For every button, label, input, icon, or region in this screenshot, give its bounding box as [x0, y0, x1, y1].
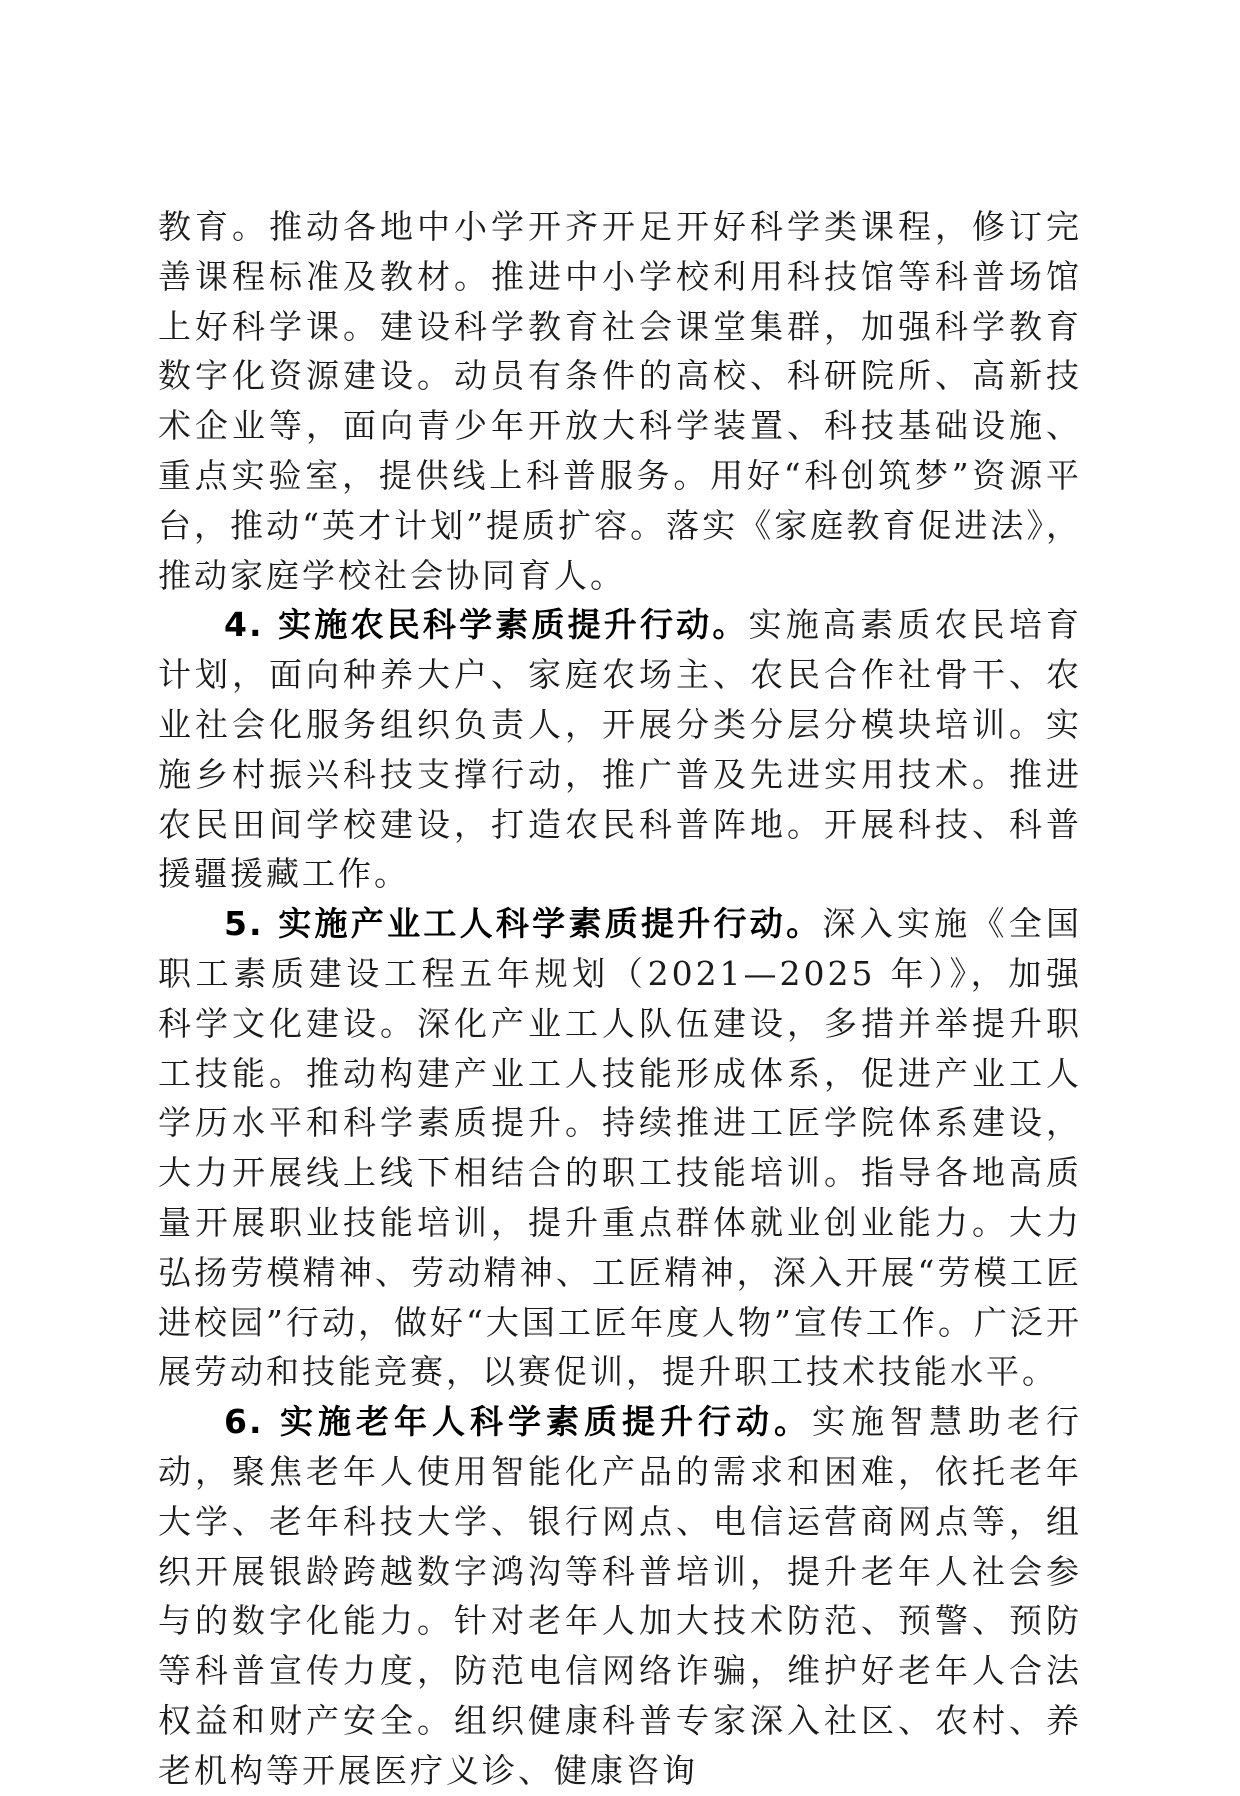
paragraph-heading: 6. 实施老年人科学素质提升行动。 [224, 1402, 812, 1442]
paragraph-text: 教育。推动各地中小学开齐开足开好科学类课程，修订完善课程标准及教材。推进中小学校利用科技馆等科普场馆上好科学课。建设科学教育社会课堂集群，加强科学教育数字化资源建设。动员有条件的高校、科研院所、高新技术企业等，面向青少年开放大科学装置、科技基础设施、重点实验室，提供线上科普服务。用好“科创筑梦”资源平台，推动“英才计划”提质扩容。落实《家庭教育促进法》，推动家庭学校社会协同育人。 [158, 207, 1082, 595]
paragraph-text: 实施高素质农民培育计划，面向种养大户、家庭农场主、农民合作社骨干、农业社会化服务组织负责人，开展分类分层分模块培训。实施乡村振兴科技支撑行动，推广普及先进实用技术。推进农民田间学校建设，打造农民科普阵地。开展科技、科普援疆援藏工作。 [158, 605, 1083, 894]
paragraph-elderly [158, 1397, 1082, 1795]
paragraph-industrial-workers [158, 899, 1082, 1397]
paragraph-farmers [158, 600, 1082, 899]
paragraph-text: 深入实施《全国职工素质建设工程五年规划（2021—2025 年）》，加强科学文化建设。深化产业工人队伍建设，多措并举提升职工技能。推动构建产业工人技能形成体系，促进产业工人学历水平和科学素质提升。持续推进工匠学院体系建设，大力开展线上线下相结合的职工技能培训。指导各地高质量开展职业技能培训，提升重点群体就业创业能力。大力弘扬劳模精神、劳动精神、工匠精神，深入开展“劳模工匠进校园”行动，做好“大国工匠年度人物”宣传工作。广泛开展劳动和技能竞赛，以赛促训，提升职工技术技能水平。 [158, 904, 1082, 1392]
paragraph-heading: 5. 实施产业工人科学素质提升行动。 [224, 904, 823, 944]
paragraph-text: 实施智慧助老行动，聚焦老年人使用智能化产品的需求和困难，依托老年大学、老年科技大学、银行网点、电信运营商网点等，组织开展银龄跨越数字鸿沟等科普培训，提升老年人社会参与的数字化能力。针对老年人加大技术防范、预警、预防等科普宣传力度，防范电信网络诈骗，维护好老年人合法权益和财产安全。组织健康科普专家深入社区、农村、养老机构等开展医疗义诊、健康咨询 [158, 1402, 1082, 1790]
paragraph-heading: 4. 实施农民科学素质提升行动。 [224, 605, 749, 645]
document-page [158, 202, 1082, 1796]
paragraph-education-continued [158, 202, 1082, 600]
